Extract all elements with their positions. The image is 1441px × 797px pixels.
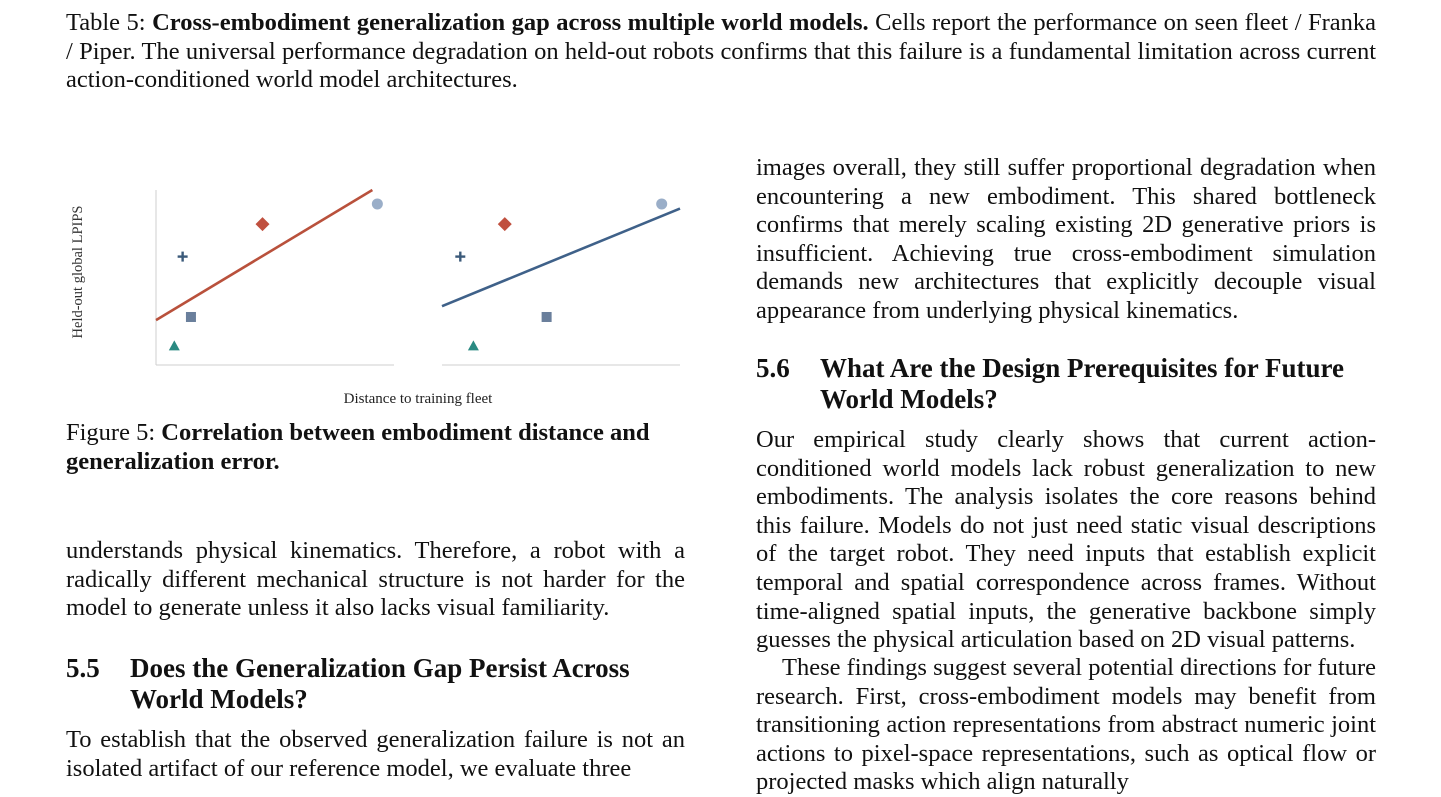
section-5-5-number: 5.5 [66, 653, 100, 683]
y-axis-label: Held-out global LPIPS [70, 205, 86, 339]
ur5-point [455, 252, 465, 262]
ur5-point [178, 252, 188, 262]
regression-line [442, 209, 680, 307]
table-caption-text: Cells report the performance on seen fleet / Franka / Piper. The universal performance degradation on held-out robots confirms that this failure is a fundamental limitation across current action-conditioned world model architectures. [66, 9, 1377, 94]
right-paragraph-2: Our empirical study clearly shows that current action-conditioned world models lack robust generalization to new embodiments. The analysis isolates the core reasons behind this failure. Models do not just need static visual descriptions of the target robot. They need inputs that establish explicit temporal and spatial correspondence across frames. Without time-aligned spatial inputs, the generative backbone simply guesses the physical articulation based on 2D visual patterns. [756, 426, 1376, 654]
table-caption-prefix: Table 5: [66, 9, 146, 36]
piper-point [468, 340, 479, 350]
section-5-6-heading [756, 353, 1376, 415]
arx-point [542, 312, 552, 322]
table-caption-bold: Cross-embodiment generalization gap across multiple world models. [152, 9, 869, 36]
x-axis-label: Distance to training fleet [343, 391, 493, 407]
piper-point [169, 340, 180, 350]
table-caption [66, 9, 1376, 95]
franka-point [256, 217, 270, 231]
aloha-point [372, 198, 383, 209]
franka-point [498, 217, 512, 231]
figure-caption [66, 419, 685, 476]
figure-caption-bold: Correlation between embodiment distance and generalization error. [66, 419, 650, 475]
figure-caption-prefix: Figure 5: [66, 419, 156, 446]
right-paragraph-1: images overall, they still suffer proportional degradation when encountering a new embodiment. This shared bottleneck confirms that merely scaling existing 2D generative priors is insufficient. Achieving true cross-embodiment simulation demands new architectures that explicitly decouple visual appearance from underlying physical kinematics. [756, 154, 1376, 324]
section-5-6-number: 5.6 [756, 353, 790, 383]
right-paragraph-3: These findings suggest several potential directions for future research. First, cross-embodiment models may benefit from transitioning action representations from abstract numeric joint actions to pixel-space representations, such as optical flow or projected masks which align naturally [756, 654, 1376, 796]
panel-appearance [156, 190, 394, 365]
section-5-5-heading [66, 653, 685, 715]
aloha-point [656, 198, 667, 209]
section-5-6-title: What Are the Design Prerequisites for Future World Models? [820, 353, 1344, 414]
regression-line [156, 190, 372, 320]
left-paragraph-2: To establish that the observed generalization failure is not an isolated artifact of our reference model, we evaluate three [66, 726, 685, 782]
left-paragraph-1: understands physical kinematics. Therefore, a robot with a radically different mechanical structure is not harder for the model to generate unless it also lacks visual familiarity. [66, 537, 685, 622]
arx-point [186, 312, 196, 322]
panel-workspace [442, 198, 680, 365]
section-5-5-title: Does the Generalization Gap Persist Across World Models? [130, 653, 630, 714]
figure-5-chart [60, 160, 700, 412]
